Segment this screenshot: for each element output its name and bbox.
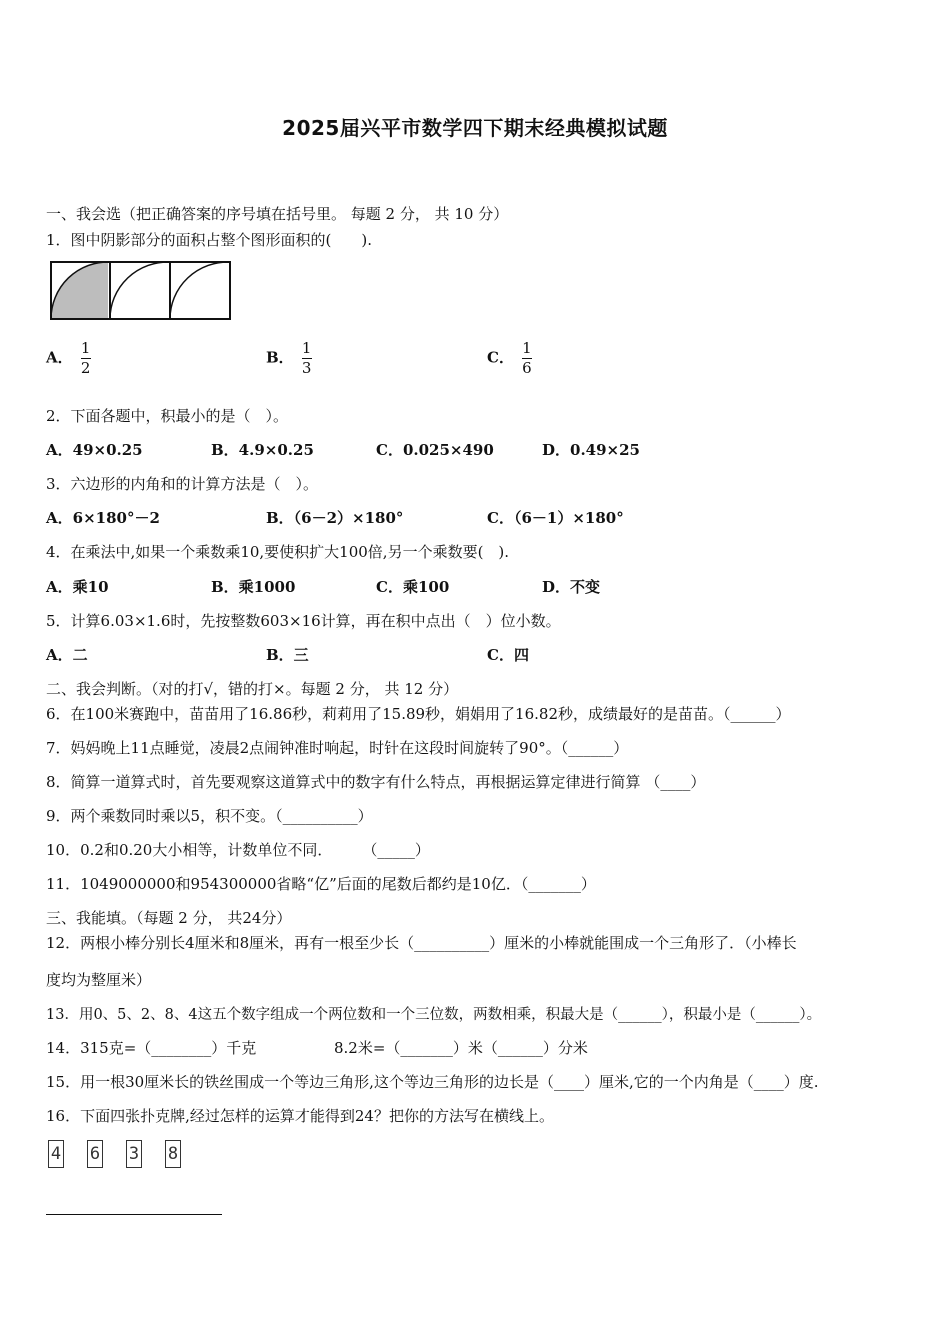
quarter-circle-figure: [50, 261, 232, 321]
question-13: 13．用0、5、2、8、4这五个数字组成一个两位数和一个三位数，两数相乘，积最大是（______），积最小是（______）。: [46, 1007, 822, 1023]
q1-option-a[interactable]: A． $\frac{1}{2}$: [46, 339, 91, 377]
q2-option-d[interactable]: D．0.49×25: [542, 441, 640, 459]
square-3: [170, 262, 230, 319]
question-7: 7．妈妈晚上11点睡觉，凌晨2点闹钟准时响起，时针在这段时间旋转了90°。（______）: [46, 739, 629, 757]
fraction: $\frac{1}{3}$: [301, 339, 312, 377]
q4-option-b[interactable]: B．乘1000: [211, 578, 296, 596]
q2-option-a[interactable]: A．49×0.25: [46, 441, 143, 459]
page-title: 2025届兴平市数学四下期末经典模拟试题: [282, 116, 668, 140]
question-3: 3．六边形的内角和的计算方法是（ ）。: [46, 475, 319, 493]
question-1: 1．图中阴影部分的面积占整个图形面积的( ).: [46, 231, 373, 249]
question-8: 8．简算一道算式时，首先要观察这道算式中的数字有什么特点，再根据运算定律进行简算 （____）: [46, 773, 706, 791]
q5-option-b[interactable]: B．三: [266, 646, 309, 664]
playing-card: 6: [87, 1140, 103, 1168]
q4-option-a[interactable]: A．乘10: [46, 578, 109, 596]
fraction: $\frac{1}{2}$: [80, 339, 91, 377]
q3-option-b[interactable]: B．（6－2）×180°: [266, 509, 404, 527]
section-3-header: 三、我能填。（每题 2 分， 共24分）: [46, 909, 292, 927]
q4-option-d[interactable]: D．不变: [542, 578, 601, 596]
question-6: 6．在100米赛跑中，苗苗用了16.86秒，莉莉用了15.89秒，娟娟用了16.82秒，成绩最好的是苗苗。（______）: [46, 705, 791, 723]
q2-option-b[interactable]: B．4.9×0.25: [211, 441, 314, 459]
q1-option-c[interactable]: C． $\frac{1}{6}$: [487, 339, 532, 377]
question-2: 2．下面各题中，积最小的是（ ）。: [46, 407, 289, 425]
playing-card: 3: [126, 1140, 142, 1168]
question-5: 5．计算6.03×1.6时，先按整数603×16计算，再在积中点出（ ）位小数。: [46, 612, 561, 630]
question-15: 15．用一根30厘米长的铁丝围成一个等边三角形,这个等边三角形的边长是（____）厘米,它的一个内角是（____）度.: [46, 1073, 819, 1091]
playing-card: 8: [165, 1140, 181, 1168]
question-12: 12．两根小棒分别长4厘米和8厘米，再有一根至少长（__________）厘米的小棒就能围成一个三角形了．（小棒长: [46, 934, 797, 952]
q3-option-c[interactable]: C．（6－1）×180°: [487, 509, 624, 527]
playing-card: 4: [48, 1140, 64, 1168]
q4-option-c[interactable]: C．乘100: [376, 578, 450, 596]
arc-3: [170, 262, 230, 319]
q5-option-c[interactable]: C．四: [487, 646, 529, 664]
question-14-part-a: 14．315克=（________）千克: [46, 1039, 257, 1057]
fraction: $\frac{1}{6}$: [522, 339, 532, 377]
answer-blank-line[interactable]: [46, 1214, 222, 1215]
question-14-part-b: 8.2米=（_______）米（______）分米: [334, 1039, 588, 1057]
question-9: 9．两个乘数同时乘以5，积不变。（__________）: [46, 807, 373, 825]
question-16: 16．下面四张扑克牌,经过怎样的运算才能得到24？把你的方法写在横线上。: [46, 1107, 554, 1125]
section-2-header: 二、我会判断。（对的打√，错的打×。每题 2 分， 共 12 分）: [46, 680, 459, 698]
q5-option-a[interactable]: A．二: [46, 646, 88, 664]
question-12-continued: 度均为整厘米）: [46, 971, 152, 989]
section-1-header: 一、我会选（把正确答案的序号填在括号里。 每题 2 分， 共 10 分）: [46, 205, 509, 223]
q3-option-a[interactable]: A．6×180°－2: [46, 509, 160, 527]
q1-option-b[interactable]: B． $\frac{1}{3}$: [266, 339, 312, 377]
square-2: [110, 262, 170, 319]
question-4: 4．在乘法中,如果一个乘数乘10,要使积扩大100倍,另一个乘数要( ).: [46, 543, 510, 561]
arc-2: [110, 262, 170, 319]
question-11: 11．1049000000和954300000省略“亿”后面的尾数后都约是10亿．（_______）: [46, 875, 596, 893]
q2-option-c[interactable]: C．0.025×490: [376, 441, 494, 459]
question-10: 10．0.2和0.20大小相等，计数单位不同． （_____）: [46, 841, 430, 859]
